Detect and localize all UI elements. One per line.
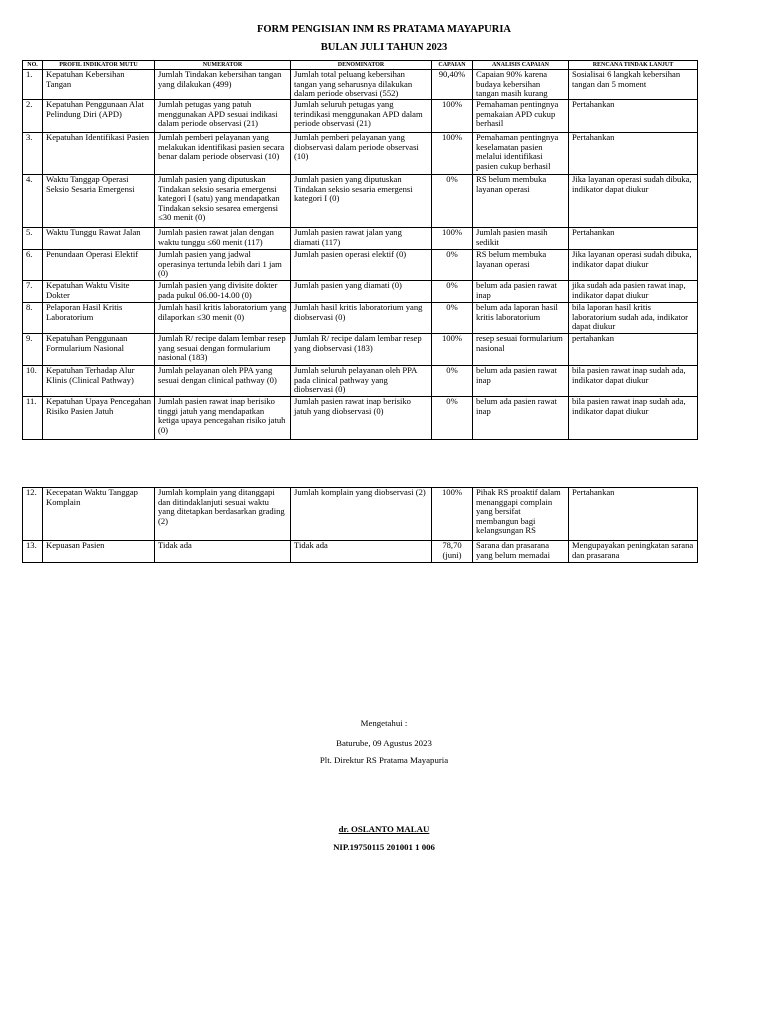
cell-capaian: 0% bbox=[432, 303, 473, 334]
signer-position: Plt. Direktur RS Pratama Mayapuria bbox=[319, 755, 449, 765]
table-row bbox=[23, 100, 698, 133]
table-row bbox=[23, 228, 698, 250]
cell-numerator: Jumlah pasien rawat inap berisiko tinggi jatuh yang mendapatkan ketiga upaya pencegahan risiko jatuh (0) bbox=[155, 397, 291, 440]
indicator-table-page-2 bbox=[22, 487, 698, 563]
cell-denominator: Jumlah seluruh pelayanan oleh PPA pada clinical pathway yang diobservasi (0) bbox=[291, 366, 432, 397]
cell-indikator: Pelaporan Hasil Kritis Laboratorium bbox=[43, 303, 155, 334]
cell-analisis: Sarana dan prasarana yang belum memadai bbox=[473, 541, 569, 563]
cell-analisis: Capaian 90% karena budaya kebersihan tangan masih kurang bbox=[473, 70, 569, 100]
cell-capaian: 100% bbox=[432, 488, 473, 541]
cell-analisis: RS belum membuka layanan operasi bbox=[473, 175, 569, 228]
table-row bbox=[23, 397, 698, 440]
table-row bbox=[23, 250, 698, 281]
cell-no: 8. bbox=[23, 303, 43, 334]
cell-no: 13. bbox=[23, 541, 43, 563]
cell-rencana: Pertahankan bbox=[569, 488, 698, 541]
cell-rencana: bila pasien rawat inap sudah ada, indikator dapat diukur bbox=[569, 366, 698, 397]
cell-analisis: Pihak RS proaktif dalam menanggapi complain yang bersifat membangun bagi kelangsungan RS bbox=[473, 488, 569, 541]
cell-rencana: Pertahankan bbox=[569, 100, 698, 133]
cell-rencana: Pertahankan bbox=[569, 133, 698, 175]
cell-no: 3. bbox=[23, 133, 43, 175]
cell-capaian: 0% bbox=[432, 366, 473, 397]
cell-capaian: 0% bbox=[432, 175, 473, 228]
cell-indikator: Penundaan Operasi Elektif bbox=[43, 250, 155, 281]
table-row bbox=[23, 70, 698, 100]
form-subtitle: BULAN JULI TAHUN 2023 bbox=[320, 42, 448, 53]
cell-no: 11. bbox=[23, 397, 43, 440]
cell-indikator: Kepatuhan Identifikasi Pasien bbox=[43, 133, 155, 175]
signer-name: dr. OSLANTO MALAU bbox=[338, 824, 430, 834]
cell-no: 4. bbox=[23, 175, 43, 228]
cell-analisis: belum ada pasien rawat inap bbox=[473, 366, 569, 397]
indicator-table-page-1 bbox=[22, 60, 698, 440]
col-header-numerator: NUMERATOR bbox=[155, 61, 291, 70]
cell-numerator: Jumlah pasien rawat jalan dengan waktu tunggu ≤60 menit (117) bbox=[155, 228, 291, 250]
cell-indikator: Kepatuhan Upaya Pencegahan Risiko Pasien Jatuh bbox=[43, 397, 155, 440]
cell-numerator: Jumlah pasien yang diputuskan Tindakan seksio sesaria emergensi kategori I (satu) yang mendapatkan Tindakan seksio sesarea emergensi ≤30 menit (0) bbox=[155, 175, 291, 228]
cell-no: 2. bbox=[23, 100, 43, 133]
cell-capaian: 78,70 (juni) bbox=[432, 541, 473, 563]
cell-capaian: 100% bbox=[432, 100, 473, 133]
cell-denominator: Jumlah pasien yang diputuskan Tindakan seksio sesaria emergensi kategori I (0) bbox=[291, 175, 432, 228]
cell-numerator: Jumlah pelayanan oleh PPA yang sesuai dengan clinical pathway (0) bbox=[155, 366, 291, 397]
col-header-denominator: DENOMINATOR bbox=[291, 61, 432, 70]
cell-denominator: Jumlah pasien rawat inap berisiko jatuh yang diobservasi (0) bbox=[291, 397, 432, 440]
cell-numerator: Jumlah pasien yang divisite dokter pada pukul 06.00-14.00 (0) bbox=[155, 281, 291, 303]
cell-numerator: Jumlah petugas yang patuh menggunakan APD sesuai indikasi dalam periode observasi (21) bbox=[155, 100, 291, 133]
cell-indikator: Waktu Tanggap Operasi Seksio Sesaria Emergensi bbox=[43, 175, 155, 228]
cell-no: 7. bbox=[23, 281, 43, 303]
cell-denominator: Jumlah total peluang kebersihan tangan yang seharusnya dilakukan dalam periode observasi (552) bbox=[291, 70, 432, 100]
cell-analisis: Jumlah pasien masih sedikit bbox=[473, 228, 569, 250]
table-row bbox=[23, 175, 698, 228]
cell-analisis: Pemahaman pentingnya pemakaian APD cukup berhasil bbox=[473, 100, 569, 133]
cell-capaian: 100% bbox=[432, 334, 473, 366]
cell-indikator: Kepatuhan Waktu Visite Dokter bbox=[43, 281, 155, 303]
cell-capaian: 0% bbox=[432, 250, 473, 281]
cell-rencana: bila pasien rawat inap sudah ada, indikator dapat diukur bbox=[569, 397, 698, 440]
table-row bbox=[23, 281, 698, 303]
table-row bbox=[23, 334, 698, 366]
cell-indikator: Kepatuhan Penggunaan Formularium Nasional bbox=[43, 334, 155, 366]
col-header-indikator: PROFIL INDIKATOR MUTU bbox=[43, 61, 155, 70]
table-row bbox=[23, 488, 698, 541]
cell-denominator: Jumlah pasien operasi elektif (0) bbox=[291, 250, 432, 281]
cell-rencana: Jika layanan operasi sudah dibuka, indikator dapat diukur bbox=[569, 175, 698, 228]
cell-indikator: Kepatuhan Penggunaan Alat Pelindung Diri (APD) bbox=[43, 100, 155, 133]
cell-denominator: Tidak ada bbox=[291, 541, 432, 563]
cell-indikator: Kepatuhan Kebersihan Tangan bbox=[43, 70, 155, 100]
cell-no: 9. bbox=[23, 334, 43, 366]
cell-denominator: Jumlah pasien yang diamati (0) bbox=[291, 281, 432, 303]
cell-denominator: Jumlah hasil kritis laboratorium yang diobservasi (0) bbox=[291, 303, 432, 334]
place-date: Baturube, 09 Agustus 2023 bbox=[336, 738, 432, 748]
signer-nip: NIP.19750115 201001 1 006 bbox=[333, 842, 435, 852]
cell-denominator: Jumlah komplain yang diobservasi (2) bbox=[291, 488, 432, 541]
cell-no: 12. bbox=[23, 488, 43, 541]
cell-no: 5. bbox=[23, 228, 43, 250]
form-title: FORM PENGISIAN INM RS PRATAMA MAYAPURIA bbox=[256, 24, 512, 35]
cell-analisis: Pemahaman pentingnya keselamatan pasien melalui identifikasi pasien cukup berhasil bbox=[473, 133, 569, 175]
cell-capaian: 100% bbox=[432, 228, 473, 250]
table-row bbox=[23, 133, 698, 175]
cell-numerator: Jumlah hasil kritis laboratorium yang dilaporkan ≤30 menit (0) bbox=[155, 303, 291, 334]
cell-capaian: 0% bbox=[432, 397, 473, 440]
col-header-capaian: CAPAIAN bbox=[432, 61, 473, 70]
cell-numerator: Jumlah Tindakan kebersihan tangan yang dilakukan (499) bbox=[155, 70, 291, 100]
cell-numerator: Jumlah pasien yang jadwal operasinya tertunda lebih dari 1 jam (0) bbox=[155, 250, 291, 281]
cell-denominator: Jumlah R/ recipe dalam lembar resep yang diobservasi (183) bbox=[291, 334, 432, 366]
cell-rencana: jika sudah ada pasien rawat inap, indikator dapat diukur bbox=[569, 281, 698, 303]
table-row bbox=[23, 303, 698, 334]
cell-analisis: belum ada pasien rawat inap bbox=[473, 397, 569, 440]
cell-indikator: Kepuasan Pasien bbox=[43, 541, 155, 563]
cell-denominator: Jumlah pasien rawat jalan yang diamati (117) bbox=[291, 228, 432, 250]
table-row bbox=[23, 541, 698, 563]
cell-rencana: Mengupayakan peningkatan sarana dan prasarana bbox=[569, 541, 698, 563]
cell-indikator: Waktu Tunggu Rawat Jalan bbox=[43, 228, 155, 250]
cell-indikator: Kecepatan Waktu Tanggap Komplain bbox=[43, 488, 155, 541]
col-header-analisis: ANALISIS CAPAIAN bbox=[473, 61, 569, 70]
cell-analisis: belum ada laporan hasil kritis laboratorium bbox=[473, 303, 569, 334]
cell-numerator: Tidak ada bbox=[155, 541, 291, 563]
cell-rencana: pertahankan bbox=[569, 334, 698, 366]
cell-denominator: Jumlah pemberi pelayanan yang diobservasi dalam periode observasi (10) bbox=[291, 133, 432, 175]
cell-rencana: Pertahankan bbox=[569, 228, 698, 250]
cell-capaian: 90,40% bbox=[432, 70, 473, 100]
acknowledged-label: Mengetahui : bbox=[360, 718, 408, 728]
cell-no: 6. bbox=[23, 250, 43, 281]
cell-capaian: 100% bbox=[432, 133, 473, 175]
cell-analisis: RS belum membuka layanan operasi bbox=[473, 250, 569, 281]
cell-no: 1. bbox=[23, 70, 43, 100]
cell-denominator: Jumlah seluruh petugas yang terindikasi menggunakan APD dalam periode observasi (21) bbox=[291, 100, 432, 133]
cell-numerator: Jumlah R/ recipe dalam lembar resep yang sesuai dengan formularium nasional (183) bbox=[155, 334, 291, 366]
cell-no: 10. bbox=[23, 366, 43, 397]
table-row bbox=[23, 366, 698, 397]
cell-numerator: Jumlah komplain yang ditanggapi dan ditindaklanjuti sesuai waktu yang ditetapkan berdasarkan grading (2) bbox=[155, 488, 291, 541]
col-header-rencana: RENCANA TINDAK LANJUT bbox=[569, 61, 698, 70]
cell-rencana: Sosialisai 6 langkah kebersihan tangan dan 5 moment bbox=[569, 70, 698, 100]
cell-numerator: Jumlah pemberi pelayanan yang melakukan identifikasi pasien secara benar dalam periode observasi (10) bbox=[155, 133, 291, 175]
cell-capaian: 0% bbox=[432, 281, 473, 303]
cell-analisis: belum ada pasien rawat inap bbox=[473, 281, 569, 303]
cell-rencana: bila laporan hasil kritis laboratorium sudah ada, indikator dapat diukur bbox=[569, 303, 698, 334]
cell-analisis: resep sesuai formularium nasional bbox=[473, 334, 569, 366]
cell-indikator: Kepatuhan Terhadap Alur Klinis (Clinical Pathway) bbox=[43, 366, 155, 397]
cell-rencana: Jika layanan operasi sudah dibuka, indikator dapat diukur bbox=[569, 250, 698, 281]
col-header-no: NO. bbox=[23, 61, 43, 70]
